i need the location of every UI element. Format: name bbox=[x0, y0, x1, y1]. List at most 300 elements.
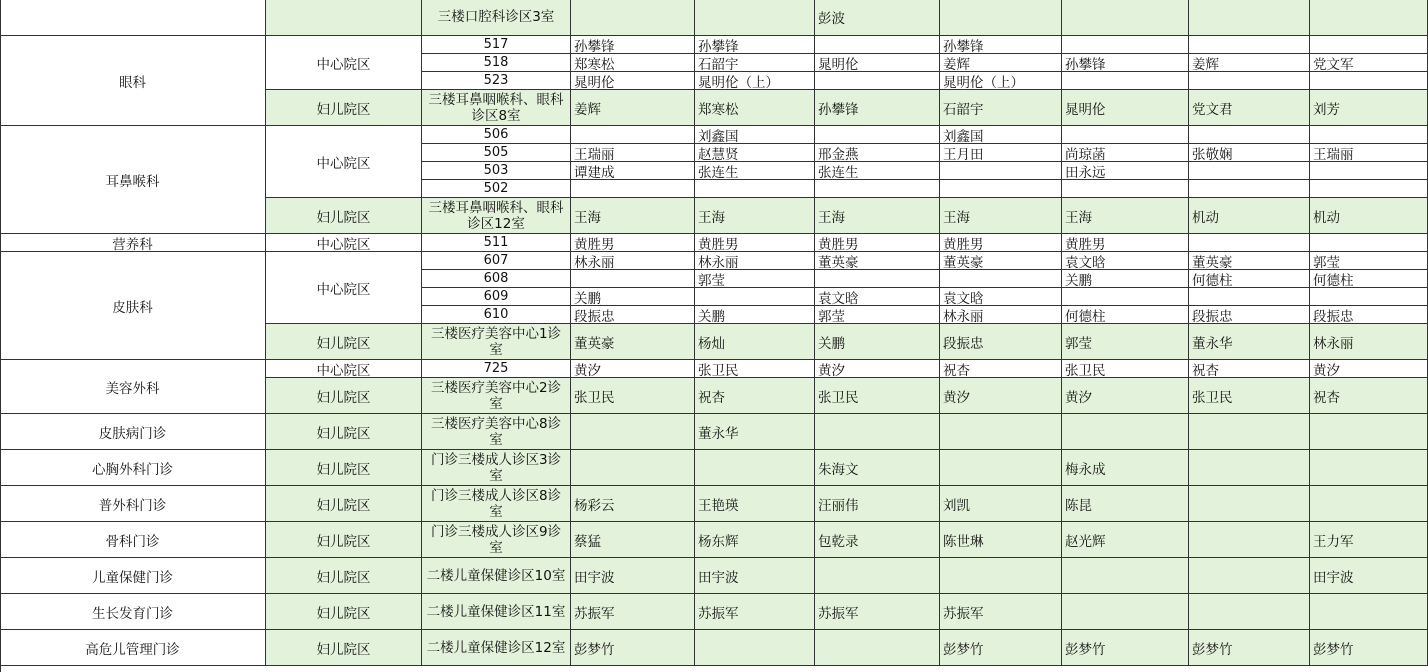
doctor-cell bbox=[1310, 234, 1428, 252]
doctor-cell bbox=[815, 54, 940, 72]
doctor-cell bbox=[1310, 198, 1428, 234]
doctor-cell-text: 张连生 bbox=[698, 164, 739, 180]
doctor-cell bbox=[815, 180, 940, 198]
room-cell bbox=[422, 0, 571, 36]
campus-cell bbox=[266, 36, 422, 90]
doctor-cell-text: 祝杏 bbox=[1313, 389, 1340, 406]
doctor-cell bbox=[1310, 360, 1428, 378]
doctor-cell-text: 田宇波 bbox=[1313, 569, 1354, 586]
department-cell bbox=[0, 630, 266, 666]
campus-cell bbox=[266, 324, 422, 360]
doctor-cell bbox=[1189, 486, 1310, 522]
doctor-cell-text: 彭梦竹 bbox=[574, 641, 615, 658]
room-cell-text: 三楼耳鼻咽喉科、眼科诊区8室 bbox=[428, 91, 564, 124]
doctor-cell bbox=[571, 360, 695, 378]
doctor-cell-text: 黄汐 bbox=[1313, 362, 1340, 378]
doctor-cell-text: 段振忠 bbox=[1192, 308, 1233, 324]
doctor-cell-text: 谭建成 bbox=[574, 164, 615, 180]
doctor-cell-text: 黄汐 bbox=[1065, 389, 1092, 406]
room-cell-text: 725 bbox=[483, 361, 509, 376]
campus-cell-text: 妇儿院区 bbox=[316, 533, 371, 550]
doctor-cell bbox=[815, 288, 940, 306]
doctor-cell bbox=[571, 252, 695, 270]
doctor-cell-text: 苏振军 bbox=[574, 605, 615, 622]
doctor-cell bbox=[940, 270, 1062, 288]
doctor-cell-text: 王力军 bbox=[1313, 533, 1354, 550]
doctor-cell-text: 石韶宇 bbox=[698, 56, 739, 72]
room-cell bbox=[422, 486, 571, 522]
campus-cell bbox=[266, 126, 422, 198]
campus-cell bbox=[266, 90, 422, 126]
doctor-cell bbox=[940, 162, 1062, 180]
campus-cell bbox=[266, 450, 422, 486]
doctor-cell bbox=[815, 306, 940, 324]
doctor-cell bbox=[695, 36, 815, 54]
doctor-cell bbox=[1310, 54, 1428, 72]
room-cell-text: 二楼儿童保健诊区11室 bbox=[426, 603, 566, 620]
doctor-cell bbox=[815, 378, 940, 414]
doctor-cell bbox=[1189, 414, 1310, 450]
campus-cell bbox=[266, 630, 422, 666]
doctor-cell bbox=[695, 270, 815, 288]
doctor-cell-text: 张卫民 bbox=[818, 389, 859, 406]
doctor-cell bbox=[1189, 558, 1310, 594]
doctor-cell-text: 董永华 bbox=[1192, 335, 1233, 352]
doctor-cell-text: 杨东辉 bbox=[698, 533, 739, 550]
doctor-cell-text: 袁文晗 bbox=[943, 290, 984, 306]
doctor-cell bbox=[1310, 90, 1428, 126]
campus-cell-text: 妇儿院区 bbox=[316, 335, 371, 352]
doctor-cell-text: 田宇波 bbox=[698, 569, 739, 586]
doctor-cell bbox=[571, 414, 695, 450]
doctor-cell-text: 张敬娴 bbox=[1192, 146, 1233, 162]
doctor-cell bbox=[815, 270, 940, 288]
doctor-cell bbox=[571, 378, 695, 414]
doctor-cell-text: 黄汐 bbox=[574, 362, 601, 378]
doctor-cell bbox=[940, 72, 1062, 90]
doctor-cell bbox=[571, 558, 695, 594]
doctor-cell-text: 孙攀锋 bbox=[943, 38, 984, 54]
doctor-cell bbox=[695, 288, 815, 306]
doctor-cell bbox=[695, 450, 815, 486]
doctor-cell-text: 张卫民 bbox=[698, 362, 739, 378]
doctor-cell bbox=[571, 198, 695, 234]
room-cell-text: 门诊三楼成人诊区3诊室 bbox=[430, 451, 562, 484]
room-cell bbox=[422, 180, 571, 198]
campus-cell-text: 妇儿院区 bbox=[316, 497, 371, 514]
room-cell-text: 523 bbox=[483, 73, 509, 88]
doctor-cell bbox=[940, 54, 1062, 72]
doctor-cell-text: 张卫民 bbox=[1192, 389, 1233, 406]
doctor-cell bbox=[571, 522, 695, 558]
doctor-cell bbox=[1310, 252, 1428, 270]
doctor-cell bbox=[815, 450, 940, 486]
doctor-cell bbox=[940, 594, 1062, 630]
doctor-cell bbox=[940, 522, 1062, 558]
room-cell bbox=[422, 162, 571, 180]
table-left-border bbox=[0, 0, 1, 672]
doctor-cell-text: 刘芳 bbox=[1313, 101, 1340, 118]
department-cell bbox=[0, 522, 266, 558]
doctor-cell bbox=[695, 198, 815, 234]
doctor-cell bbox=[1189, 450, 1310, 486]
doctor-cell bbox=[1310, 144, 1428, 162]
room-cell-text: 518 bbox=[483, 55, 509, 70]
doctor-cell bbox=[571, 144, 695, 162]
doctor-cell bbox=[1310, 630, 1428, 666]
room-cell-text: 506 bbox=[483, 127, 509, 142]
room-cell-text: 三楼口腔科诊区3室 bbox=[437, 9, 555, 25]
doctor-cell bbox=[1189, 288, 1310, 306]
room-cell-text: 三楼医疗美容中心8诊室 bbox=[430, 415, 562, 448]
doctor-cell bbox=[1062, 288, 1189, 306]
doctor-cell bbox=[695, 522, 815, 558]
doctor-cell bbox=[695, 90, 815, 126]
doctor-cell bbox=[695, 486, 815, 522]
department-cell bbox=[0, 360, 266, 414]
doctor-cell bbox=[695, 144, 815, 162]
campus-cell bbox=[266, 0, 422, 36]
doctor-cell bbox=[1189, 90, 1310, 126]
department-cell bbox=[0, 594, 266, 630]
room-cell bbox=[422, 90, 571, 126]
room-cell-text: 607 bbox=[483, 253, 509, 268]
room-cell bbox=[422, 270, 571, 288]
doctor-cell-text: 黄胜男 bbox=[943, 236, 984, 252]
doctor-cell bbox=[1310, 306, 1428, 324]
doctor-cell bbox=[940, 0, 1062, 36]
doctor-cell-text: 郑寒松 bbox=[574, 56, 615, 72]
doctor-cell-text: 郭莹 bbox=[1065, 335, 1092, 352]
doctor-cell bbox=[1062, 306, 1189, 324]
doctor-cell-text: 董英豪 bbox=[574, 335, 615, 352]
doctor-cell bbox=[815, 36, 940, 54]
doctor-cell bbox=[1062, 630, 1189, 666]
campus-cell-text: 妇儿院区 bbox=[316, 101, 371, 118]
doctor-cell bbox=[1310, 162, 1428, 180]
doctor-cell-text: 段振忠 bbox=[574, 308, 615, 324]
doctor-cell bbox=[940, 288, 1062, 306]
doctor-cell bbox=[571, 0, 695, 36]
doctor-cell bbox=[940, 126, 1062, 144]
department-cell-text: 骨科门诊 bbox=[105, 533, 160, 550]
campus-cell bbox=[266, 522, 422, 558]
doctor-cell bbox=[1189, 594, 1310, 630]
doctor-cell-text: 林永丽 bbox=[698, 254, 739, 270]
doctor-cell bbox=[571, 126, 695, 144]
doctor-cell bbox=[1189, 144, 1310, 162]
doctor-cell-text: 董英豪 bbox=[1192, 254, 1233, 270]
doctor-cell-text: 段振忠 bbox=[1313, 308, 1354, 324]
doctor-cell bbox=[940, 558, 1062, 594]
room-cell-text: 三楼医疗美容中心2诊室 bbox=[430, 379, 562, 412]
doctor-cell-text: 黄汐 bbox=[818, 362, 845, 378]
doctor-cell-text: 黄胜男 bbox=[818, 236, 859, 252]
doctor-cell bbox=[571, 324, 695, 360]
doctor-cell bbox=[695, 252, 815, 270]
doctor-cell bbox=[695, 54, 815, 72]
department-cell-text: 营养科 bbox=[112, 236, 153, 252]
campus-cell-text: 妇儿院区 bbox=[316, 209, 371, 226]
doctor-cell-text: 机动 bbox=[1192, 209, 1219, 226]
department-cell-text: 皮肤科 bbox=[112, 299, 153, 316]
campus-cell bbox=[266, 360, 422, 378]
doctor-cell-text: 黄胜男 bbox=[1065, 236, 1106, 252]
doctor-cell-text: 王艳瑛 bbox=[698, 497, 739, 514]
doctor-cell bbox=[940, 324, 1062, 360]
room-cell bbox=[422, 288, 571, 306]
room-cell bbox=[422, 36, 571, 54]
doctor-cell-text: 关鹏 bbox=[698, 308, 725, 324]
campus-cell bbox=[266, 486, 422, 522]
doctor-cell bbox=[1310, 450, 1428, 486]
campus-cell bbox=[266, 198, 422, 234]
doctor-cell-text: 关鹏 bbox=[818, 335, 845, 352]
doctor-cell bbox=[695, 324, 815, 360]
room-cell-text: 608 bbox=[483, 271, 509, 286]
doctor-cell-text: 刘鑫国 bbox=[698, 128, 739, 144]
doctor-cell-text: 晁明伦（上） bbox=[698, 74, 779, 90]
doctor-cell bbox=[1062, 450, 1189, 486]
doctor-cell-text: 赵慧贤 bbox=[698, 146, 739, 162]
department-cell bbox=[0, 0, 266, 36]
doctor-cell-text: 机动 bbox=[1313, 209, 1340, 226]
doctor-cell-text: 杨彩云 bbox=[574, 497, 615, 514]
doctor-cell bbox=[1062, 522, 1189, 558]
doctor-cell-text: 林永丽 bbox=[1313, 335, 1354, 352]
doctor-cell-text: 陈世琳 bbox=[943, 533, 984, 550]
doctor-cell bbox=[1189, 378, 1310, 414]
doctor-cell bbox=[815, 414, 940, 450]
doctor-cell-text: 董英豪 bbox=[818, 254, 859, 270]
room-cell bbox=[422, 306, 571, 324]
doctor-cell-text: 孙攀锋 bbox=[1065, 56, 1106, 72]
doctor-cell-text: 孙攀锋 bbox=[574, 38, 615, 54]
doctor-cell bbox=[1310, 558, 1428, 594]
doctor-cell bbox=[815, 630, 940, 666]
doctor-cell bbox=[695, 594, 815, 630]
doctor-cell bbox=[1189, 522, 1310, 558]
campus-cell-text: 中心院区 bbox=[316, 281, 371, 298]
doctor-cell bbox=[815, 90, 940, 126]
room-cell bbox=[422, 630, 571, 666]
doctor-cell-text: 王月田 bbox=[943, 146, 984, 162]
doctor-cell-text: 董永华 bbox=[698, 425, 739, 442]
doctor-cell bbox=[571, 270, 695, 288]
doctor-cell-text: 邢金燕 bbox=[818, 146, 859, 162]
doctor-cell bbox=[695, 162, 815, 180]
doctor-cell-text: 黄汐 bbox=[943, 389, 970, 406]
doctor-cell bbox=[1062, 72, 1189, 90]
doctor-cell-text: 姜辉 bbox=[1192, 56, 1219, 72]
room-cell bbox=[422, 144, 571, 162]
doctor-cell-text: 林永丽 bbox=[943, 308, 984, 324]
doctor-cell bbox=[940, 360, 1062, 378]
campus-cell-text: 中心院区 bbox=[316, 362, 371, 378]
doctor-cell bbox=[1062, 486, 1189, 522]
doctor-cell bbox=[1310, 522, 1428, 558]
campus-cell-text: 妇儿院区 bbox=[316, 605, 371, 622]
doctor-cell bbox=[1062, 0, 1189, 36]
campus-cell bbox=[266, 378, 422, 414]
doctor-cell-text: 董英豪 bbox=[943, 254, 984, 270]
doctor-cell-text: 祝杏 bbox=[943, 362, 970, 378]
department-cell-text: 心胸外科门诊 bbox=[92, 461, 173, 478]
doctor-cell bbox=[1189, 198, 1310, 234]
department-cell bbox=[0, 126, 266, 234]
doctor-cell-text: 王海 bbox=[943, 209, 970, 226]
room-cell-text: 610 bbox=[483, 307, 509, 322]
department-cell-text: 儿童保健门诊 bbox=[92, 569, 173, 586]
doctor-cell-text: 苏振军 bbox=[818, 605, 859, 622]
campus-cell-text: 中心院区 bbox=[316, 236, 371, 252]
doctor-cell bbox=[695, 126, 815, 144]
doctor-cell bbox=[1189, 360, 1310, 378]
department-cell bbox=[0, 486, 266, 522]
doctor-cell bbox=[1310, 324, 1428, 360]
doctor-cell-text: 晁明伦 bbox=[1065, 101, 1106, 118]
department-cell-text: 美容外科 bbox=[105, 380, 160, 397]
doctor-cell-text: 包乾录 bbox=[818, 533, 859, 550]
doctor-cell bbox=[815, 72, 940, 90]
doctor-cell bbox=[1310, 378, 1428, 414]
doctor-cell-text: 王海 bbox=[818, 209, 845, 226]
doctor-cell bbox=[815, 126, 940, 144]
doctor-cell bbox=[695, 306, 815, 324]
doctor-cell bbox=[815, 558, 940, 594]
doctor-cell bbox=[695, 0, 815, 36]
doctor-cell bbox=[695, 378, 815, 414]
room-cell-text: 609 bbox=[483, 289, 509, 304]
doctor-cell bbox=[1310, 486, 1428, 522]
doctor-cell-text: 党文君 bbox=[1192, 101, 1233, 118]
doctor-cell-text: 张卫民 bbox=[574, 389, 615, 406]
doctor-cell-text: 孙攀锋 bbox=[698, 38, 739, 54]
campus-cell-text: 妇儿院区 bbox=[316, 461, 371, 478]
doctor-cell-text: 何德柱 bbox=[1065, 308, 1106, 324]
doctor-cell bbox=[940, 198, 1062, 234]
doctor-cell bbox=[571, 180, 695, 198]
doctor-cell bbox=[940, 144, 1062, 162]
room-cell bbox=[422, 378, 571, 414]
room-cell-text: 503 bbox=[483, 163, 509, 178]
room-cell-text: 517 bbox=[483, 37, 509, 52]
doctor-cell bbox=[571, 306, 695, 324]
doctor-cell-text: 尚琼菡 bbox=[1065, 146, 1106, 162]
doctor-cell bbox=[695, 630, 815, 666]
doctor-cell bbox=[1062, 414, 1189, 450]
doctor-cell bbox=[1189, 72, 1310, 90]
doctor-cell bbox=[1310, 36, 1428, 54]
room-cell bbox=[422, 414, 571, 450]
doctor-cell bbox=[1310, 288, 1428, 306]
doctor-cell bbox=[1189, 180, 1310, 198]
doctor-cell bbox=[571, 72, 695, 90]
doctor-cell-text: 祝杏 bbox=[698, 389, 725, 406]
campus-cell bbox=[266, 252, 422, 324]
doctor-cell bbox=[815, 522, 940, 558]
room-cell bbox=[422, 594, 571, 630]
room-cell-text: 门诊三楼成人诊区8诊室 bbox=[430, 487, 562, 520]
doctor-cell-text: 何德柱 bbox=[1192, 272, 1233, 288]
doctor-cell bbox=[1189, 0, 1310, 36]
room-cell bbox=[422, 234, 571, 252]
doctor-cell bbox=[571, 36, 695, 54]
doctor-cell bbox=[1062, 36, 1189, 54]
room-cell bbox=[422, 558, 571, 594]
doctor-cell bbox=[940, 450, 1062, 486]
doctor-cell bbox=[815, 162, 940, 180]
doctor-cell bbox=[1310, 0, 1428, 36]
doctor-cell-text: 王瑞丽 bbox=[1313, 146, 1354, 162]
doctor-cell-text: 张连生 bbox=[818, 164, 859, 180]
doctor-cell-text: 祝杏 bbox=[1192, 362, 1219, 378]
doctor-cell bbox=[815, 198, 940, 234]
doctor-cell bbox=[1062, 144, 1189, 162]
department-cell-text: 生长发育门诊 bbox=[92, 605, 173, 622]
doctor-cell bbox=[815, 252, 940, 270]
room-cell bbox=[422, 360, 571, 378]
department-cell bbox=[0, 414, 266, 450]
doctor-cell bbox=[571, 594, 695, 630]
doctor-cell bbox=[1062, 54, 1189, 72]
doctor-cell-text: 赵光辉 bbox=[1065, 533, 1106, 550]
doctor-cell-text: 王海 bbox=[698, 209, 725, 226]
doctor-cell-text: 陈昆 bbox=[1065, 497, 1092, 514]
doctor-cell bbox=[815, 324, 940, 360]
doctor-cell bbox=[940, 414, 1062, 450]
campus-cell bbox=[266, 558, 422, 594]
doctor-cell bbox=[695, 180, 815, 198]
doctor-cell bbox=[815, 144, 940, 162]
campus-cell-text: 妇儿院区 bbox=[316, 389, 371, 406]
doctor-cell bbox=[1062, 558, 1189, 594]
doctor-cell bbox=[1189, 36, 1310, 54]
doctor-cell-text: 彭梦竹 bbox=[1313, 641, 1354, 658]
doctor-cell-text: 晁明伦 bbox=[574, 74, 615, 90]
campus-cell bbox=[266, 234, 422, 252]
campus-cell-text: 中心院区 bbox=[316, 155, 371, 172]
doctor-cell bbox=[1310, 594, 1428, 630]
doctor-cell-text: 关鹏 bbox=[574, 290, 601, 306]
campus-cell-text: 中心院区 bbox=[316, 56, 371, 73]
doctor-cell bbox=[1310, 180, 1428, 198]
doctor-cell-text: 郭莹 bbox=[818, 308, 845, 324]
campus-cell-text: 妇儿院区 bbox=[316, 569, 371, 586]
department-cell-text: 皮肤病门诊 bbox=[98, 425, 167, 442]
doctor-cell-text: 彭梦竹 bbox=[1065, 641, 1106, 658]
department-cell bbox=[0, 234, 266, 252]
doctor-cell bbox=[695, 360, 815, 378]
doctor-cell bbox=[1189, 126, 1310, 144]
doctor-cell-text: 张卫民 bbox=[1065, 362, 1106, 378]
doctor-cell bbox=[571, 90, 695, 126]
doctor-cell bbox=[1062, 324, 1189, 360]
doctor-cell bbox=[815, 486, 940, 522]
doctor-cell bbox=[571, 450, 695, 486]
doctor-cell bbox=[1062, 162, 1189, 180]
doctor-cell bbox=[815, 594, 940, 630]
campus-cell-text: 妇儿院区 bbox=[316, 425, 371, 442]
doctor-cell-text: 彭梦竹 bbox=[943, 641, 984, 658]
doctor-cell bbox=[1062, 126, 1189, 144]
room-cell bbox=[422, 324, 571, 360]
room-cell bbox=[422, 72, 571, 90]
room-cell-text: 三楼医疗美容中心1诊室 bbox=[430, 325, 562, 358]
room-cell-text: 二楼儿童保健诊区10室 bbox=[426, 567, 566, 584]
doctor-cell-text: 孙攀锋 bbox=[818, 101, 859, 118]
doctor-cell bbox=[1189, 630, 1310, 666]
